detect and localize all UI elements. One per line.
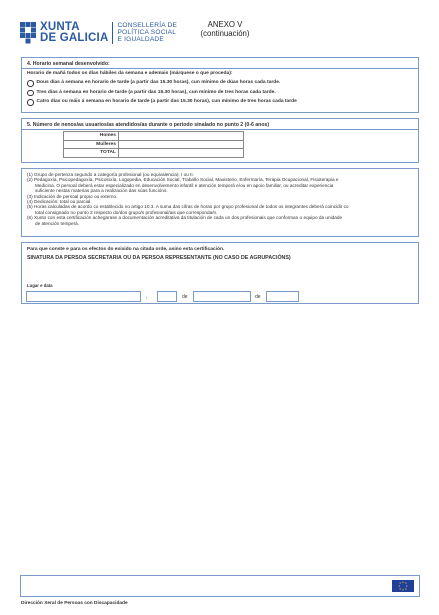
footnote: total consignado no punto 2 respecto do/dos grupo/s profesional/ais que corresponda/n. [35,209,218,215]
footnote: (3) Indicación de persoal propio ou externo. [27,193,118,199]
schedule-option[interactable] [27,99,297,106]
radio-button[interactable] [27,99,34,106]
logo-line-1: XUNTA [40,21,80,33]
footnote: Medicina. O persoal deberá estar especializado en desenvolvemento infantil e atención temperá e/ou en apoio familiar, ou acreditar experiencia [35,182,334,188]
section4-intro: Horario de mañá todos os días hábiles da semana e ademais (márquese o que proceda): [27,71,233,76]
footnote: (4) Dedicación: total ou parcial. [27,199,92,205]
consellaria-name [117,22,177,44]
footnote: de atención temperá. [35,220,80,226]
option-label: Catro días ou máis á semana en horario de tarde (a partir das 15.30 horas), cun mínimo de tres horas cada tarde [36,99,297,105]
homes-input[interactable] [119,132,244,141]
consellaria-line: POLÍTICA SOCIAL [117,29,177,37]
footnotes [21,168,419,237]
consellaria-line: E IGUALDADE [117,36,164,44]
logo-line-2: DE GALICIA [40,32,109,44]
footnote: (5) Horas calculadas de acordo co establecido no artigo 10.3. A suma das cifras de horas por grupo profesional de todos os integrantes deberá coincidir co [27,204,349,210]
consellaria-line: CONSELLERÍA DE [117,22,178,29]
section-users-count [21,118,419,163]
radio-button[interactable] [27,80,34,87]
de-separator: de [182,294,188,300]
footnote: suficiente nestas materias para a realización das súas funcións. [35,188,168,194]
signature-title: SINATURA DA PERSOA SECRETARIA OU DA PERSOA REPRESENTANTE (NO CASO DE AGRUPACIÓNS) [27,255,291,261]
schedule-option[interactable] [27,90,297,97]
mulleres-input[interactable] [119,140,244,149]
annex-subtitle: (continuación) [200,29,250,38]
footer-box [20,575,420,597]
footer-department: Dirección Xeral de Persoas con Discapacidade [21,601,128,606]
option-label: Dous días á semana en horario de tarde (a partir das 15.30 horas), cun mínimo de dúas horas cada tarde. [36,80,281,86]
day-input[interactable] [157,291,177,302]
row-label-mulleres: Mulleres [64,140,119,149]
section4-title: 4. Horario semanal desenvolvido: [27,61,110,67]
xunta-wordmark [40,22,108,44]
users-count-table [63,131,244,158]
section5-title: 5. Número de nenos/as usuarios/as atendidos/as durante o período sinalado no punto 2 (0-6 anos) [27,122,270,128]
annex-title: ANEXO V [207,20,243,29]
xunta-logo [20,22,177,44]
signature-intro: Para que conste e para os efectos do exixido na citada orde, asino esta certificación. [27,247,225,252]
month-input[interactable] [193,291,251,302]
footnote: (1) Grupo de pertenza segundo a categoría profesional (ou equivalencia): I ou II. [27,172,195,177]
place-input[interactable] [26,291,141,302]
year-input[interactable] [266,291,299,302]
total-input[interactable] [119,149,244,158]
annex-heading [190,20,260,38]
eu-flag-icon [392,580,414,592]
table-row [64,140,244,149]
radio-button[interactable] [27,90,34,97]
footnote: (2) Pedagoxía, Psicopedagoxía, Psicoloxía, Logopedia, Educación Social, Traballo Social, Maxisterio, Enfermaría, Terapia Ocupacional, Fisioterapia e [27,177,339,183]
de-separator: de [255,294,261,300]
table-row [64,149,244,158]
divider [22,68,418,69]
row-label-homes: Homes [64,132,119,141]
divider [22,129,418,130]
logo-divider [112,22,113,44]
xunta-emblem-icon [20,22,36,44]
table-row [64,132,244,141]
row-label-total: TOTAL [64,149,119,158]
comma-separator: , [146,294,148,300]
option-label: Tres días á semana en horario de tarde (a partir das 15.30 horas), cun mínimo de tres horas cada tarde. [36,89,276,95]
place-date-label: Lugar e data [27,283,53,288]
schedule-option[interactable] [27,80,297,87]
footnote: (6) Xunto con esta certificación achegarase a documentación acreditativa da titulación de cada un dos profesionais que conforman o equipo da unidade [27,215,343,221]
section-weekly-schedule [21,57,419,113]
